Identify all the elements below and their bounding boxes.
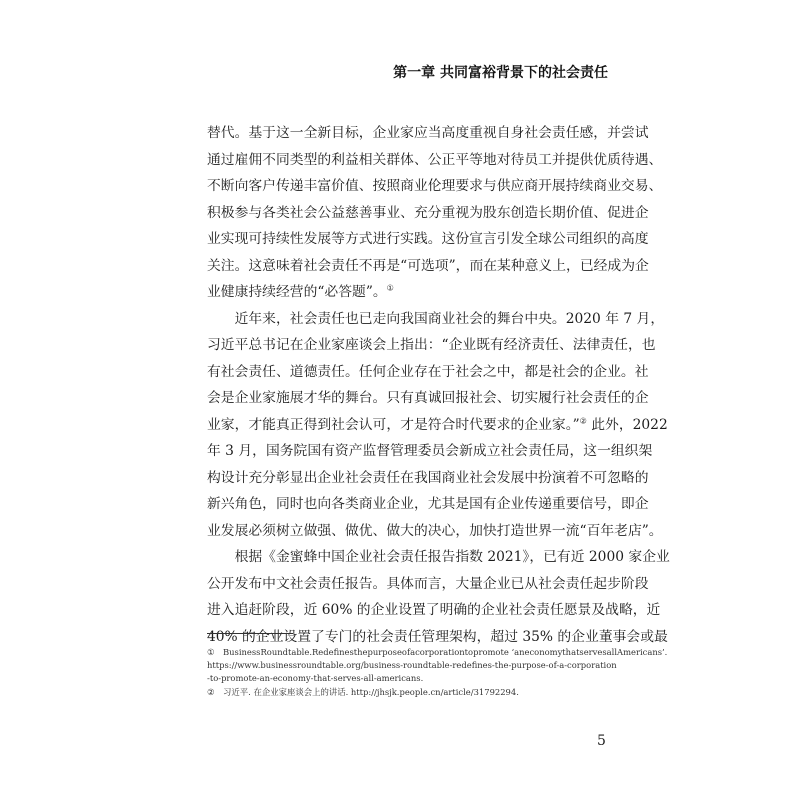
- text-line: 40% 的企业设置了专门的社会责任管理架构，超过 35% 的企业董事会或最: [207, 628, 668, 645]
- footnote-ref-2[interactable]: ②: [579, 415, 587, 425]
- text-line: [207, 412, 668, 439]
- footnote-text: BusinessRoundtable.Redefinesthepurposeofacorporationtopromote ‘aneconomythatservesallAmericans’.: [223, 647, 668, 657]
- text-line: 关注。这意味着社会责任不再是“可选项”，而在某种意义上，已经成为企: [207, 257, 649, 274]
- footnote-1: [207, 646, 668, 659]
- text-fragment: 业家，才能真正得到社会认可，才是符合时代要求的企业家。”: [207, 416, 580, 433]
- text-line: 有社会责任、道德责任。任何企业存在于社会之中，都是社会的企业。社: [207, 363, 649, 380]
- text-line: [207, 279, 613, 306]
- text-line: 年 3 月，国务院国有资产监督管理委员会新成立社会责任局，这一组织架: [207, 443, 653, 459]
- text-line: 近年来，社会责任也已走向我国商业社会的舞台中央。2020 年 7 月，: [234, 310, 665, 327]
- footnote-divider: [207, 633, 293, 634]
- text-line: 替代。基于这一全新目标，企业家应当高度重视自身社会责任感，并尝试: [207, 125, 649, 141]
- footnote-mark: ①: [207, 647, 215, 657]
- text-line: 业发展必须树立做强、做优、做大的决心，加快打造世界一流“百年老店”。: [207, 522, 663, 539]
- footnote-ref-1[interactable]: ①: [386, 283, 394, 293]
- footnotes: [207, 646, 668, 699]
- text-line: 根据《金蜜蜂中国企业社会责任报告指数 2021》，已有近 2000 家企业: [234, 549, 670, 565]
- text-line: 习近平总书记在企业家座谈会上指出：“企业既有经济责任、法律责任，也: [207, 337, 656, 353]
- footnote-link[interactable]: -to-promote-an-economy-that-serves-all-americans.: [207, 673, 424, 684]
- text-fragment: 业健康持续经营的“必答题”。: [207, 284, 387, 300]
- text-fragment: 此外，2022: [586, 416, 668, 433]
- text-line: 积极参与各类社会公益慈善事业、充分重视为股东创造长期价值、促进企: [207, 204, 649, 221]
- footnote-link[interactable]: https://www.businessroundtable.org/business-roundtable-redefines-the-purpose-of-a-corporation: [207, 660, 617, 671]
- page-number: 5: [597, 733, 606, 749]
- text-line: 业实现可持续性发展等方式进行实践。这份宣言引发全球公司组织的高度: [207, 231, 649, 247]
- text-line: 公开发布中文社会责任报告。具体而言，大量企业已从社会责任起步阶段: [207, 575, 649, 592]
- running-header: 第一章 共同富裕背景下的社会责任: [393, 65, 608, 81]
- footnote-text: 习近平. 在企业家座谈会上的讲话. http://jhsjk.people.cn/article/31792294.: [223, 686, 519, 697]
- text-line: 构设计充分彰显出企业社会责任在我国商业社会发展中扮演着不可忽略的: [207, 469, 649, 486]
- main-text: [207, 120, 670, 650]
- text-line: 进入追赶阶段，近 60% 的企业设置了明确的企业社会责任愿景及战略，近: [207, 602, 661, 618]
- footnote-2: [207, 686, 607, 699]
- text-line: 会是企业家施展才华的舞台。只有真诚回报社会、切实履行社会责任的企: [207, 390, 649, 406]
- footnote-mark: ②: [207, 686, 215, 697]
- text-line: 新兴角色，同时也向各类商业企业，尤其是国有企业传递重要信号，即企: [207, 496, 649, 512]
- text-line: 通过雇佣不同类型的利益相关群体、公正平等地对待员工并提供优质待遇、: [207, 151, 663, 168]
- text-line: 不断向客户传递丰富价值、按照商业伦理要求与供应商开展持续商业交易、: [207, 178, 663, 194]
